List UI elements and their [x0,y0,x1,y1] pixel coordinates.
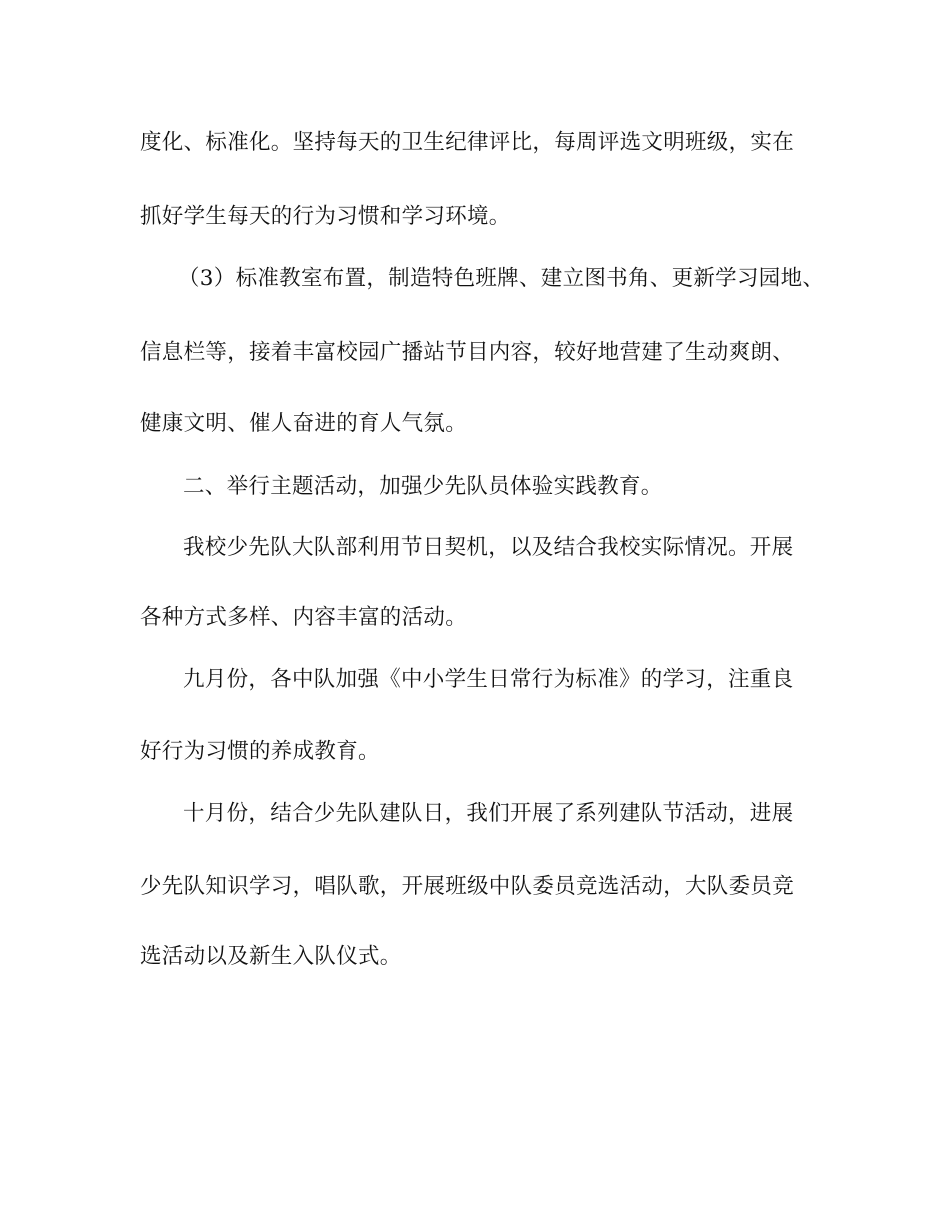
text-line-9: 九月份，各中队加强《中小学生日常行为标准》的学习，注重良 [183,667,794,692]
text-line-1: 度化、标准化。坚持每天的卫生纪律评比，每周评选文明班级，实在 [140,130,795,155]
text-line-3: （3）标准教室布置，制造特色班牌、建立图书角、更新学习园地、 [178,266,825,291]
section-heading: 二、举行主题活动，加强少先队员体验实践教育。 [183,474,663,499]
text-line-10: 好行为习惯的养成教育。 [140,739,380,764]
text-line-12: 少先队知识学习，唱队歌，开展班级中队委员竞选活动，大队委员竞 [140,874,795,899]
text-line-5: 健康文明、催人奋进的育人气氛。 [140,411,468,436]
text-line-11: 十月份，结合少先队建队日，我们开展了系列建队节活动，进展 [183,801,794,826]
text-line-4: 信息栏等，接着丰富校园广播站节目内容，较好地营建了生动爽朗、 [140,340,795,365]
text-line-8: 各种方式多样、内容丰富的活动。 [140,605,468,630]
text-line-2: 抓好学生每天的行为习惯和学习环境。 [140,204,511,229]
text-line-13: 选活动以及新生入队仪式。 [140,944,402,969]
text-line-7: 我校少先队大队部利用节日契机，以及结合我校实际情况。开展 [183,535,794,560]
